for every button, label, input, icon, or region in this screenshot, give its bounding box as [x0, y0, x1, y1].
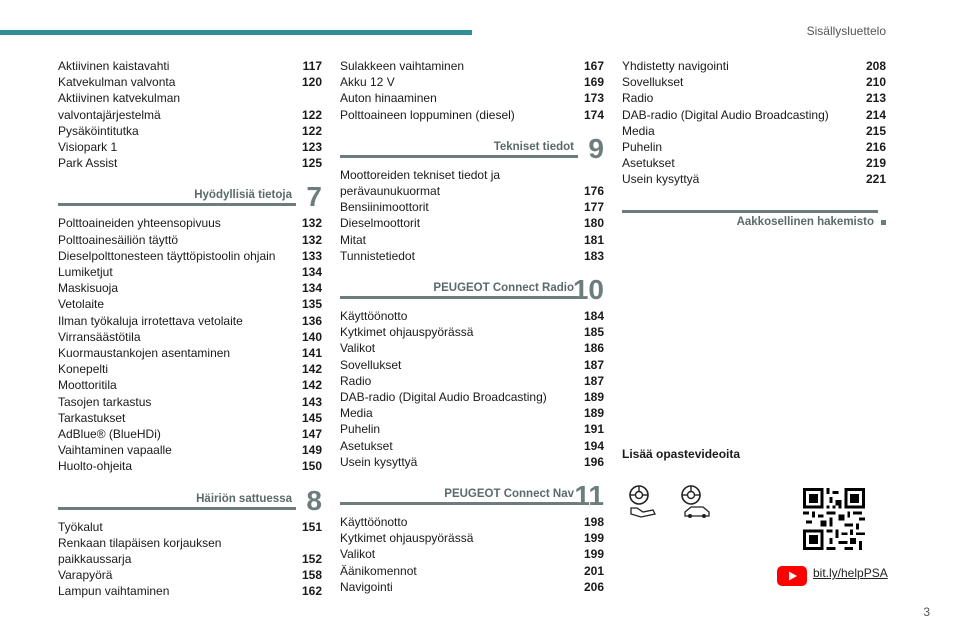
- toc-entry-title: Asetukset: [622, 156, 675, 171]
- toc-entry-page: 177: [583, 200, 604, 215]
- toc-entry[interactable]: [340, 58, 604, 74]
- toc-entry-title: Käyttöönotto: [340, 309, 408, 324]
- toc-entry[interactable]: [340, 248, 604, 264]
- alphabetical-index-title: Aakkosellinen hakemisto: [736, 215, 874, 228]
- toc-entry-title: Tasojen tarkastus: [58, 394, 152, 409]
- toc-entry-title: Aktiivinen kaistavahti: [58, 59, 170, 73]
- toc-entry-page: 187: [583, 373, 604, 388]
- toc-entry[interactable]: [340, 167, 604, 183]
- toc-entry[interactable]: [340, 107, 604, 123]
- qr-code-icon[interactable]: [803, 488, 865, 550]
- help-video-link[interactable]: bit.ly/helpPSA: [813, 566, 888, 580]
- page-header-title: Sisällysluettelo: [806, 24, 886, 38]
- toc-entry-page: 210: [865, 75, 886, 90]
- toc-entry-title: Virransäästötila: [58, 329, 141, 344]
- toc-entry-page: 196: [583, 454, 604, 469]
- toc-entry[interactable]: [58, 155, 322, 171]
- toc-entry-page: 122: [301, 107, 322, 122]
- toc-entry-title: Äänikomennot: [340, 563, 417, 578]
- toc-entry[interactable]: [340, 579, 604, 595]
- toc-entry-title: valvontajärjestelmä: [58, 107, 161, 122]
- toc-entry-title: Asetukset: [340, 438, 393, 453]
- page-number: 3: [923, 605, 930, 619]
- toc-list: [340, 308, 604, 470]
- toc-entry-page: 185: [583, 325, 604, 340]
- toc-entry[interactable]: [340, 421, 604, 437]
- toc-entry[interactable]: [340, 308, 604, 324]
- section-header-9: [340, 132, 604, 167]
- section-divider: [58, 507, 296, 510]
- toc-entry[interactable]: [58, 313, 322, 329]
- toc-entry-page: 134: [301, 281, 322, 296]
- toc-entry[interactable]: [58, 215, 322, 231]
- toc-entry-title: Kytkimet ohjauspyörässä: [340, 325, 474, 340]
- toc-list: [340, 514, 604, 595]
- toc-entry-page: 145: [301, 410, 322, 425]
- toc-entry-page: 152: [301, 552, 322, 567]
- toc-entry-page: 158: [301, 568, 322, 583]
- toc-entry[interactable]: [340, 340, 604, 356]
- toc-entry-title: Polttoaineen loppuminen (diesel): [340, 107, 515, 122]
- toc-entry[interactable]: [340, 373, 604, 389]
- wheel-car-icon: [679, 484, 713, 520]
- section-number: 8: [306, 484, 322, 516]
- section-divider: [622, 210, 878, 213]
- toc-entry[interactable]: [58, 264, 322, 280]
- toc-entry[interactable]: [340, 546, 604, 562]
- wheel-hand-icon: [627, 484, 659, 520]
- section-title: Häiriön sattuessa: [196, 492, 292, 505]
- toc-entry-title: Yhdistetty navigointi: [622, 59, 729, 73]
- toc-entry-title: Lumiketjut: [58, 265, 113, 280]
- toc-entry[interactable]: [58, 107, 322, 123]
- toc-entry-page: 122: [301, 123, 322, 138]
- toc-entry-page: 141: [301, 346, 322, 361]
- toc-entry-title: Polttoaineiden yhteensopivuus: [58, 216, 221, 231]
- toc-entry[interactable]: [58, 551, 322, 567]
- section-divider: [340, 296, 578, 299]
- toc-entry[interactable]: [58, 519, 322, 535]
- toc-entry-page: 135: [301, 297, 322, 312]
- toc-entry-title: Radio: [340, 373, 372, 388]
- toc-entry[interactable]: [622, 90, 886, 106]
- toc-list: [340, 58, 604, 123]
- toc-entry-title: Varapyörä: [58, 568, 113, 583]
- toc-entry[interactable]: [340, 405, 604, 421]
- toc-entry-page: 191: [583, 422, 604, 437]
- toc-entry-page: 181: [583, 232, 604, 247]
- toc-entry[interactable]: [340, 90, 604, 106]
- toc-entry-title: paikkaussarja: [58, 552, 132, 567]
- toc-entry-title: Ilman työkaluja irrotettava vetolaite: [58, 313, 243, 328]
- toc-entry-title: AdBlue® (BlueHDi): [58, 427, 161, 442]
- toc-entry-page: 125: [301, 156, 322, 171]
- toc-list: [622, 58, 886, 188]
- section-number: 9: [588, 132, 604, 164]
- toc-entry-page: 147: [301, 427, 322, 442]
- toc-entry-title: Media: [340, 406, 373, 421]
- toc-entry[interactable]: [622, 139, 886, 155]
- toc-entry-page: 133: [301, 248, 322, 263]
- toc-entry-title: Valikot: [340, 547, 376, 562]
- toc-entry-title: DAB-radio (Digital Audio Broadcasting): [340, 390, 547, 405]
- section-header-10: [340, 276, 604, 308]
- toc-entry-title: Puhelin: [622, 140, 663, 155]
- toc-entry-title: Bensiinimoottorit: [340, 200, 429, 215]
- toc-entry-page: 162: [301, 584, 322, 599]
- toc-entry-page: 149: [301, 443, 322, 458]
- toc-entry[interactable]: [58, 232, 322, 248]
- toc-entry[interactable]: [58, 458, 322, 474]
- toc-entry[interactable]: [340, 215, 604, 231]
- toc-entry-page: 215: [865, 123, 886, 138]
- toc-entry[interactable]: [622, 155, 886, 171]
- toc-entry-page: 208: [865, 59, 886, 73]
- toc-column-2: [340, 58, 604, 595]
- toc-entry[interactable]: [340, 74, 604, 90]
- toc-entry[interactable]: [58, 58, 322, 74]
- toc-entry[interactable]: [58, 535, 322, 551]
- toc-entry-title: Puhelin: [340, 422, 381, 437]
- toc-entry-page: 186: [583, 341, 604, 356]
- toc-entry-title: Vetolaite: [58, 297, 105, 312]
- section-number: 10: [572, 274, 604, 306]
- toc-entry-page: 132: [301, 232, 322, 247]
- toc-entry[interactable]: [340, 183, 604, 199]
- section-header-11: [340, 482, 604, 514]
- toc-entry[interactable]: [340, 232, 604, 248]
- header-accent-bar: [0, 30, 472, 35]
- toc-entry-page: 174: [583, 107, 604, 122]
- toc-entry-title: Tunnistetiedot: [340, 248, 415, 263]
- toc-entry-page: 189: [583, 406, 604, 421]
- toc-entry-page: 213: [865, 91, 886, 106]
- toc-entry-title: Sovellukset: [340, 357, 402, 372]
- toc-entry-title: Moottoritila: [58, 378, 117, 393]
- toc-entry[interactable]: [340, 199, 604, 215]
- toc-entry-page: 194: [583, 438, 604, 453]
- toc-entry[interactable]: [58, 296, 322, 312]
- toc-entry-title: Työkalut: [58, 519, 103, 534]
- toc-entry-title: Tarkastukset: [58, 410, 126, 425]
- toc-entry[interactable]: [58, 139, 322, 155]
- toc-entry[interactable]: [340, 563, 604, 579]
- videos-heading: Lisää opastevideoita: [622, 447, 741, 461]
- toc-entry-title: Polttoainesäiliön täyttö: [58, 232, 179, 247]
- toc-entry[interactable]: [340, 454, 604, 470]
- toc-list: [58, 215, 322, 474]
- toc-entry-page: 142: [301, 378, 322, 393]
- toc-entry[interactable]: [622, 107, 886, 123]
- toc-entry-title: Park Assist: [58, 156, 118, 171]
- toc-column-3: [622, 58, 886, 230]
- toc-list: [58, 519, 322, 600]
- toc-entry[interactable]: [58, 329, 322, 345]
- toc-entry-page: 136: [301, 313, 322, 328]
- toc-entry-title: Sulakkeen vaihtaminen: [340, 59, 465, 73]
- toc-entry[interactable]: [58, 442, 322, 458]
- toc-entry-title: Visiopark 1: [58, 140, 118, 155]
- toc-entry[interactable]: [58, 394, 322, 410]
- toc-entry-page: 184: [583, 309, 604, 324]
- toc-entry-page: 143: [301, 394, 322, 409]
- toc-entry-page: 176: [583, 184, 604, 199]
- toc-entry-title: DAB-radio (Digital Audio Broadcasting): [622, 107, 829, 122]
- toc-entry-title: Vaihtaminen vapaalle: [58, 443, 172, 458]
- section-title: Hyödyllisiä tietoja: [194, 189, 292, 202]
- toc-entry-page: 199: [583, 531, 604, 546]
- toc-entry-title: perävaunukuormat: [340, 184, 441, 199]
- toc-entry-page: 187: [583, 357, 604, 372]
- toc-entry-page: 151: [301, 519, 322, 534]
- section-title: PEUGEOT Connect Radio: [433, 282, 574, 295]
- toc-entry-title: Moottoreiden tekniset tiedot ja: [340, 167, 501, 182]
- toc-list: [340, 167, 604, 264]
- section-divider: [58, 203, 296, 206]
- toc-entry-page: 214: [865, 107, 886, 122]
- toc-entry-title: Dieselmoottorit: [340, 216, 421, 231]
- toc-entry-page: 140: [301, 329, 322, 344]
- toc-entry-title: Konepelti: [58, 362, 109, 377]
- toc-entry-page: 123: [301, 140, 322, 155]
- toc-entry-title: Usein kysyttyä: [340, 454, 418, 469]
- toc-entry[interactable]: [340, 514, 604, 530]
- toc-entry-page: 169: [583, 75, 604, 90]
- toc-entry-title: Renkaan tilapäisen korjauksen: [58, 535, 222, 550]
- toc-entry-page: 117: [302, 59, 322, 73]
- toc-entry-title: Katvekulman valvonta: [58, 75, 176, 90]
- toc-entry-page: 199: [583, 547, 604, 562]
- toc-entry[interactable]: [340, 389, 604, 405]
- toc-entry-title: Käyttöönotto: [340, 515, 408, 530]
- toc-entry-page: 201: [583, 563, 604, 578]
- toc-list: [58, 58, 322, 171]
- toc-entry-page: 198: [583, 515, 604, 530]
- toc-entry-page: 189: [583, 390, 604, 405]
- toc-entry-title: Akku 12 V: [340, 75, 395, 90]
- toc-entry-page: 180: [583, 216, 604, 231]
- section-divider: [340, 502, 578, 505]
- toc-column-1: [58, 58, 322, 600]
- section-header-8: [58, 484, 322, 519]
- toc-entry-title: Auton hinaaminen: [340, 91, 437, 106]
- toc-entry[interactable]: [58, 377, 322, 393]
- toc-entry-page: 173: [583, 91, 604, 106]
- toc-entry[interactable]: [340, 438, 604, 454]
- alphabetical-index-link[interactable]: [622, 202, 886, 230]
- toc-entry[interactable]: [622, 123, 886, 139]
- toc-entry-title: Usein kysyttyä: [622, 172, 700, 187]
- toc-entry-page: 221: [865, 172, 886, 187]
- toc-entry-page: 134: [301, 265, 322, 280]
- toc-entry-page: 120: [301, 75, 322, 90]
- toc-entry-title: Mitat: [340, 232, 367, 247]
- toc-entry[interactable]: [58, 583, 322, 599]
- toc-entry-page: 206: [583, 579, 604, 594]
- section-number: 11: [574, 480, 604, 512]
- toc-entry-title: Kuormaustankojen asentaminen: [58, 346, 231, 361]
- toc-entry-title: Radio: [622, 91, 654, 106]
- toc-entry[interactable]: [340, 324, 604, 340]
- toc-entry-page: 216: [865, 140, 886, 155]
- section-number: 7: [306, 181, 322, 213]
- toc-entry-page: 150: [301, 459, 322, 474]
- toc-entry-title: Lampun vaihtaminen: [58, 584, 170, 599]
- toc-entry-title: Navigointi: [340, 579, 393, 594]
- toc-entry[interactable]: [340, 357, 604, 373]
- section-header-7: [58, 183, 322, 215]
- section-title: PEUGEOT Connect Nav: [444, 488, 574, 501]
- toc-entry[interactable]: [58, 90, 322, 106]
- square-bullet-icon: [881, 220, 886, 225]
- toc-entry-title: Pysäköintitutka: [58, 123, 139, 138]
- section-title: Tekniset tiedot: [493, 140, 574, 153]
- toc-entry[interactable]: [58, 426, 322, 442]
- toc-entry[interactable]: [622, 74, 886, 90]
- toc-entry-title: Sovellukset: [622, 75, 684, 90]
- toc-entry[interactable]: [340, 530, 604, 546]
- toc-entry-title: Maskisuoja: [58, 281, 119, 296]
- toc-entry-title: Huolto-ohjeita: [58, 459, 133, 474]
- toc-entry[interactable]: [58, 74, 322, 90]
- toc-entry[interactable]: [622, 171, 886, 187]
- toc-entry[interactable]: [58, 123, 322, 139]
- toc-entry-title: Media: [622, 123, 655, 138]
- toc-entry-title: Dieselpolttonesteen täyttöpistoolin ohjain: [58, 248, 276, 263]
- toc-entry-title: Valikot: [340, 341, 376, 356]
- toc-entry[interactable]: [58, 361, 322, 377]
- toc-entry[interactable]: [58, 280, 322, 296]
- toc-entry[interactable]: [622, 58, 886, 74]
- toc-entry[interactable]: [58, 410, 322, 426]
- toc-entry-page: 142: [301, 362, 322, 377]
- toc-entry-page: 132: [301, 216, 322, 231]
- toc-entry[interactable]: [58, 345, 322, 361]
- toc-entry[interactable]: [58, 567, 322, 583]
- section-divider: [340, 155, 578, 158]
- toc-entry-title: Kytkimet ohjauspyörässä: [340, 531, 474, 546]
- youtube-icon[interactable]: [777, 566, 807, 586]
- toc-entry-title: Aktiivinen katvekulman: [58, 91, 181, 106]
- toc-entry-page: 219: [865, 156, 886, 171]
- toc-entry-page: 167: [583, 59, 604, 73]
- toc-entry[interactable]: [58, 248, 322, 264]
- toc-entry-page: 183: [583, 248, 604, 263]
